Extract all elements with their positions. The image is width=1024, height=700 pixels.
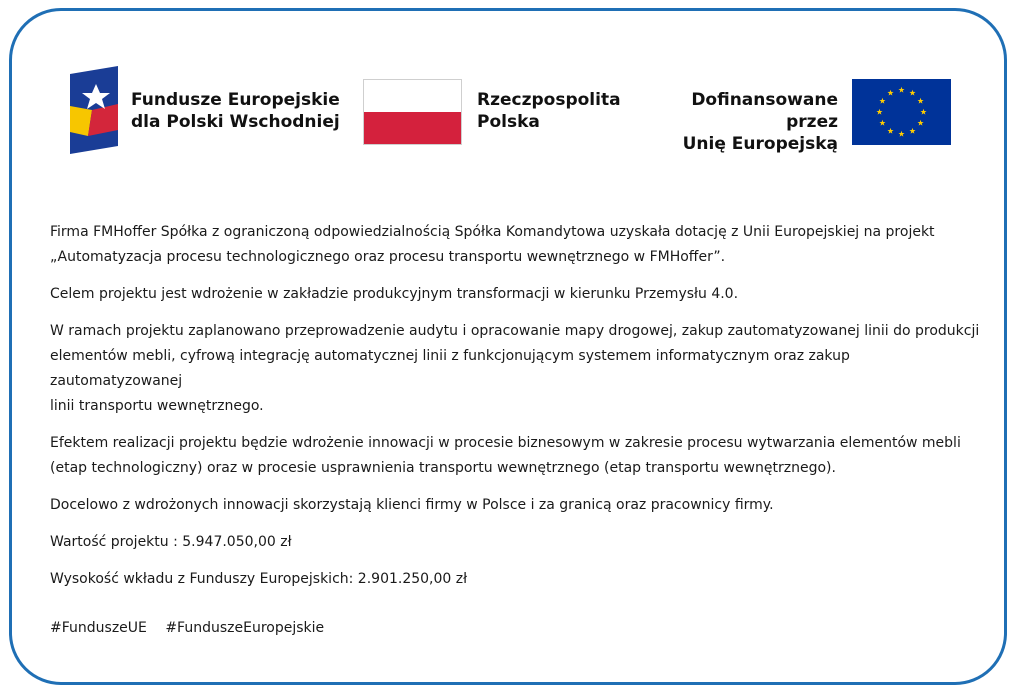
hashtag-fundusze-europejskie[interactable]: #FunduszeEuropejskie	[165, 620, 325, 636]
paragraph-effect-line1: Efektem realizacji projektu będzie wdrożenie innowacji w procesie biznesowym w zakresie procesu wytwarzania elementów mebli	[50, 435, 961, 451]
hashtags	[50, 616, 338, 641]
eu-logo-line1: Dofinansowane przez	[691, 90, 838, 132]
paragraph-effect	[50, 431, 980, 481]
eu-flag	[852, 79, 951, 145]
paragraph-scope-line1: W ramach projektu zaplanowano przeprowadzenie audytu i opracowanie mapy drogowej, zakup zautomatyzowanej linii do produkcji	[50, 323, 980, 339]
paragraph-scope	[50, 319, 980, 419]
poland-logo-line2: Polska	[477, 112, 540, 132]
funds-logo-line1: Fundusze Europejskie	[131, 90, 340, 110]
hashtag-fundusze-ue[interactable]: #FunduszeUE	[50, 620, 147, 636]
eu-contribution: Wysokość wkładu z Funduszy Europejskich: 2.901.250,00 zł	[50, 571, 468, 587]
paragraph-scope-line3: linii transportu wewnętrznego.	[50, 398, 264, 414]
eu-logo-text	[640, 89, 838, 155]
paragraph-grant-line1: Firma FMHoffer Spółka z ograniczoną odpowiedzialnością Spółka Komandytowa uzyskała dotację z Unii Europejskiej na projekt	[50, 224, 935, 240]
poland-flag-red	[364, 112, 461, 144]
poland-flag	[363, 79, 462, 145]
poland-logo-line1: Rzeczpospolita	[477, 90, 621, 110]
project-value: Wartość projektu : 5.947.050,00 zł	[50, 534, 292, 550]
paragraph-effect-line2: (etap technologiczny) oraz w procesie usprawnienia transportu wewnętrznego (etap transportu wewnętrznego).	[50, 460, 836, 476]
funds-logo-line2: dla Polski Wschodniej	[131, 112, 340, 132]
logo-bar	[0, 0, 1024, 170]
poland-logo-text	[477, 89, 621, 133]
funds-logo-text	[131, 89, 340, 133]
paragraph-goal: Celem projektu jest wdrożenie w zakładzie produkcyjnym transformacji w kierunku Przemysłu 4.0.	[50, 286, 739, 302]
eu-logo-line2: Unię Europejską	[682, 134, 838, 154]
poland-flag-white	[364, 80, 461, 112]
paragraph-grant	[50, 220, 980, 270]
paragraph-grant-line2: „Automatyzacja procesu technologicznego oraz procesu transportu wewnętrznego w FMHoffer”.	[50, 249, 726, 265]
paragraph-scope-line2: elementów mebli, cyfrową integrację automatycznej linii z funkcjonującym systemem informatycznym oraz zakup zautomatyzowanej	[50, 348, 850, 389]
paragraph-beneficiaries: Docelowo z wdrożonych innowacji skorzystają klienci firmy w Polsce i za granicą oraz pracownicy firmy.	[50, 497, 774, 513]
project-description	[50, 220, 980, 604]
fundusze-europejskie-logo	[70, 66, 118, 154]
